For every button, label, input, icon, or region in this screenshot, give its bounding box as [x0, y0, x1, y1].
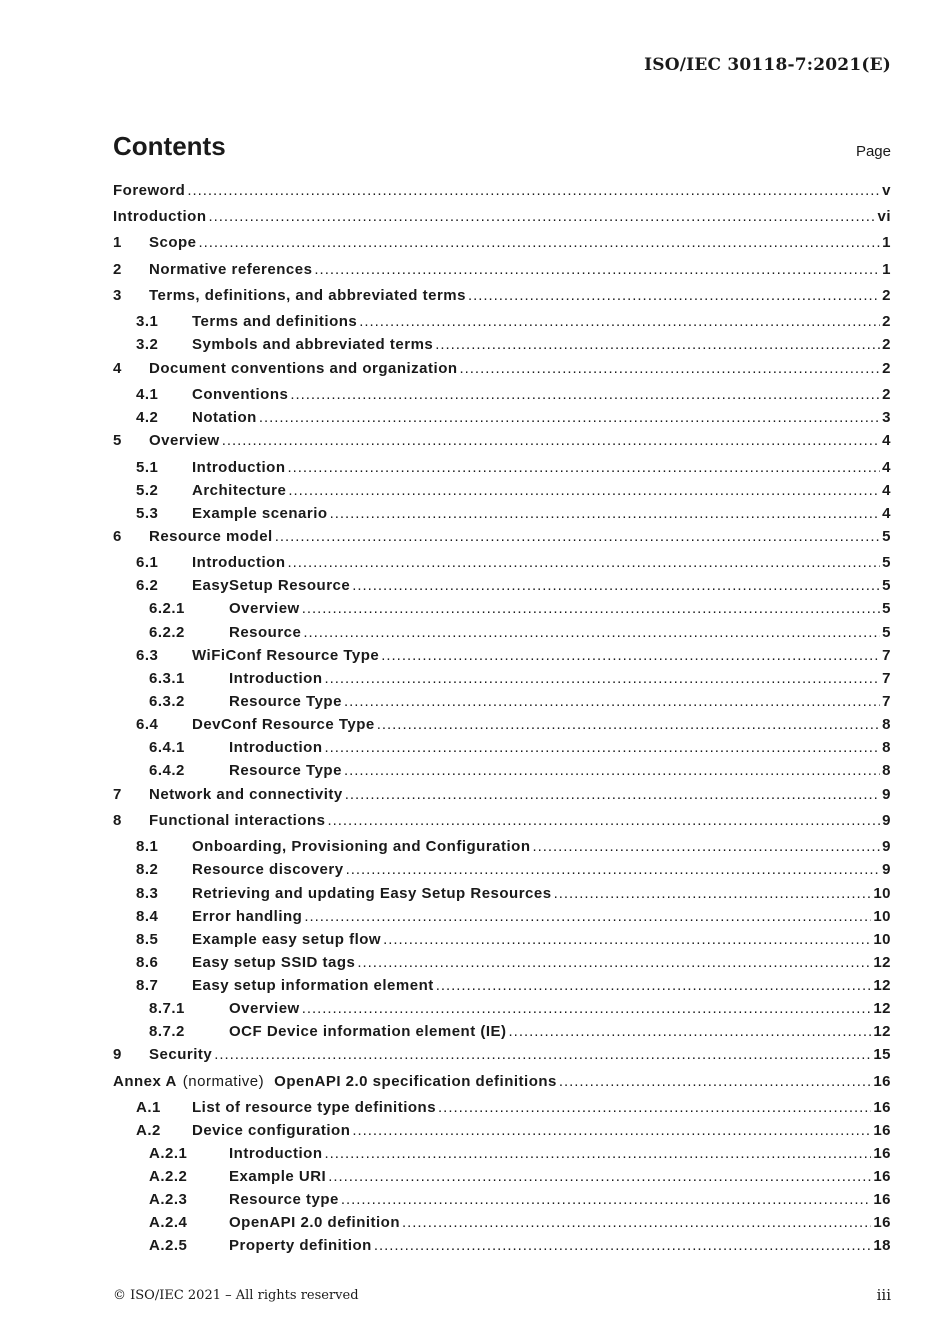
toc-entry-page: 9 — [882, 838, 891, 855]
toc-entry-page: 16 — [873, 1214, 891, 1231]
footer-copyright: © ISO/IEC 2021 – All rights reserved — [113, 1288, 359, 1303]
toc-dot-leader — [559, 1073, 871, 1091]
toc-entry-page: 4 — [882, 505, 891, 522]
toc-entry[interactable] — [136, 554, 891, 572]
toc-entry-page: 12 — [873, 977, 891, 994]
toc-entry-page: 5 — [882, 600, 891, 617]
toc-dot-leader — [341, 1191, 871, 1209]
toc-entry[interactable] — [136, 954, 891, 972]
toc-entry-number: A.2.1 — [149, 1145, 188, 1162]
toc-entry-page: 9 — [882, 812, 891, 829]
toc-entry[interactable] — [113, 182, 891, 200]
toc-annex-type: (normative) — [182, 1073, 265, 1090]
toc-entry-number: 6 — [113, 528, 122, 545]
toc-entry-title: Example URI — [229, 1168, 327, 1185]
toc-entry[interactable] — [149, 1000, 891, 1018]
toc-entry-title: EasySetup Resource — [192, 577, 351, 594]
toc-entry-number: A.1 — [136, 1099, 161, 1116]
toc-dot-leader — [357, 954, 871, 972]
toc-entry-page: 4 — [882, 482, 891, 499]
toc-entry-number: A.2.4 — [149, 1214, 188, 1231]
toc-entry[interactable] — [113, 261, 891, 279]
toc-entry[interactable] — [136, 386, 891, 404]
toc-dot-leader — [208, 208, 875, 226]
toc-entry-number: 3 — [113, 287, 122, 304]
toc-entry[interactable] — [113, 786, 891, 804]
toc-entry-page: 5 — [882, 577, 891, 594]
toc-entry[interactable] — [113, 1073, 891, 1091]
toc-dot-leader — [345, 786, 880, 804]
document-id: ISO/IEC 30118-7:2021(E) — [644, 55, 891, 75]
toc-dot-leader — [302, 600, 880, 618]
toc-entry[interactable] — [136, 647, 891, 665]
toc-entry[interactable] — [136, 838, 891, 856]
toc-entry[interactable] — [149, 739, 891, 757]
toc-entry-number: 6.4 — [136, 716, 159, 733]
toc-entry-title: List of resource type definitions — [192, 1099, 437, 1116]
page-column-label: Page — [855, 143, 891, 160]
toc-entry[interactable] — [136, 885, 891, 903]
toc-entry-title: Resource Type — [229, 762, 342, 779]
toc-entry-page: 1 — [882, 261, 891, 278]
toc-entry-title: Example easy setup flow — [192, 931, 382, 948]
toc-entry-page: 2 — [882, 360, 891, 377]
toc-entry-title: WiFiConf Resource Type — [192, 647, 380, 664]
toc-dot-leader — [302, 1000, 872, 1018]
toc-dot-leader — [222, 432, 880, 450]
toc-entry-title: Introduction — [229, 739, 323, 756]
toc-entry-page: 10 — [873, 908, 891, 925]
toc-entry-page: 8 — [882, 716, 891, 733]
toc-entry-number: 5.1 — [136, 459, 159, 476]
toc-dot-leader — [532, 838, 880, 856]
toc-entry[interactable] — [136, 861, 891, 879]
toc-dot-leader — [330, 505, 881, 523]
toc-entry[interactable] — [149, 1214, 891, 1232]
toc-dot-leader — [352, 577, 880, 595]
toc-entry[interactable] — [149, 1145, 891, 1163]
toc-entry-page: 9 — [882, 786, 891, 803]
toc-entry-title: Functional interactions — [149, 812, 326, 829]
toc-entry-page: 5 — [882, 554, 891, 571]
toc-entry-number: 5 — [113, 432, 122, 449]
toc-entry[interactable] — [136, 336, 891, 354]
toc-entry[interactable] — [113, 812, 891, 830]
toc-entry-page: vi — [877, 208, 891, 225]
toc-entry-number: A.2.3 — [149, 1191, 188, 1208]
toc-dot-leader — [436, 977, 872, 995]
toc-dot-leader — [377, 716, 880, 734]
toc-entry-number: 8.5 — [136, 931, 159, 948]
toc-entry-title: OpenAPI 2.0 definition — [229, 1214, 401, 1231]
toc-entry-page: 16 — [873, 1191, 891, 1208]
toc-entry-title: Resource type — [229, 1191, 339, 1208]
toc-entry-page: 3 — [882, 409, 891, 426]
footer-page-number: iii — [876, 1286, 891, 1304]
toc-dot-leader — [460, 360, 881, 378]
toc-entry-title: Foreword — [113, 182, 186, 199]
toc-entry-title: Architecture — [192, 482, 287, 499]
toc-entry-number: 6.2.1 — [149, 600, 185, 617]
toc-entry-page: 4 — [882, 432, 891, 449]
toc-entry[interactable] — [149, 1023, 891, 1041]
toc-entry[interactable] — [136, 409, 891, 427]
toc-entry-title: Symbols and abbreviated terms — [192, 336, 434, 353]
toc-dot-leader — [324, 1145, 871, 1163]
toc-entry-number: 6.4.1 — [149, 739, 185, 756]
toc-entry-page: 12 — [873, 1023, 891, 1040]
toc-entry[interactable] — [149, 1237, 891, 1255]
toc-dot-leader — [346, 861, 881, 879]
toc-entry-page: 5 — [882, 624, 891, 641]
toc-entry-title: Conventions — [192, 386, 289, 403]
toc-entry-title: Retrieving and updating Easy Setup Resources — [192, 885, 552, 902]
toc-entry-page: 16 — [873, 1099, 891, 1116]
toc-entry-title: Notation — [192, 409, 257, 426]
toc-entry-title: Introduction — [229, 670, 323, 687]
toc-entry-title: Error handling — [192, 908, 303, 925]
toc-dot-leader — [468, 287, 880, 305]
toc-dot-leader — [435, 336, 880, 354]
toc-entry-page: 16 — [873, 1122, 891, 1139]
toc-entry-page: 2 — [882, 287, 891, 304]
toc-entry-number: A.2 — [136, 1122, 161, 1139]
toc-dot-leader — [402, 1214, 871, 1232]
toc-entry-title: OCF Device information element (IE) — [229, 1023, 507, 1040]
toc-entry[interactable] — [149, 762, 891, 780]
toc-entry-number: 6.4.2 — [149, 762, 185, 779]
toc-entry-number: 6.2.2 — [149, 624, 185, 641]
toc-entry[interactable] — [136, 716, 891, 734]
toc-entry-number: 8.6 — [136, 954, 159, 971]
toc-entry[interactable] — [136, 313, 891, 331]
toc-entry-number: A.2.5 — [149, 1237, 188, 1254]
toc-entry-number: 9 — [113, 1046, 122, 1063]
toc-entry[interactable] — [136, 577, 891, 595]
toc-entry-page: 4 — [882, 459, 891, 476]
toc-entry[interactable] — [113, 287, 891, 305]
toc-dot-leader — [214, 1046, 871, 1064]
toc-entry-page: 9 — [882, 861, 891, 878]
toc-dot-leader — [304, 908, 871, 926]
toc-entry-page: 10 — [873, 885, 891, 902]
toc-entry-page: 7 — [882, 670, 891, 687]
toc-entry-number: 7 — [113, 786, 122, 803]
toc-entry-page: 2 — [882, 313, 891, 330]
toc-entry-title: Introduction — [113, 208, 207, 225]
toc-entry-number: 6.3.2 — [149, 693, 185, 710]
toc-entry-title: Terms, definitions, and abbreviated terms — [149, 287, 466, 304]
toc-entry[interactable] — [113, 208, 891, 226]
toc-entry-title: Device configuration — [192, 1122, 351, 1139]
toc-entry-page: 2 — [882, 386, 891, 403]
toc-entry-number: 6.1 — [136, 554, 159, 571]
toc-entry[interactable] — [136, 931, 891, 949]
toc-entry-page: 18 — [873, 1237, 891, 1254]
toc-dot-leader — [328, 812, 881, 830]
toc-dot-leader — [438, 1099, 871, 1117]
toc-dot-leader — [187, 182, 880, 200]
toc-dot-leader — [324, 739, 880, 757]
toc-entry-number: 8 — [113, 812, 122, 829]
toc-dot-leader — [324, 670, 880, 688]
toc-entry-page: 16 — [873, 1073, 891, 1090]
toc-entry[interactable] — [136, 482, 891, 500]
toc-entry-page: 10 — [873, 931, 891, 948]
toc-entry[interactable] — [136, 505, 891, 523]
toc-entry-title: Introduction — [192, 459, 286, 476]
toc-entry-number: A.2.2 — [149, 1168, 188, 1185]
toc-entry[interactable] — [149, 693, 891, 711]
toc-entry-page: 16 — [873, 1145, 891, 1162]
toc-entry-page: 16 — [873, 1168, 891, 1185]
toc-dot-leader — [509, 1023, 872, 1041]
toc-entry-page: 5 — [882, 528, 891, 545]
toc-entry-number: Annex A — [113, 1073, 177, 1090]
toc-entry-number: 3.1 — [136, 313, 159, 330]
toc-dot-leader — [328, 1168, 871, 1186]
toc-entry[interactable] — [113, 432, 891, 450]
toc-entry-page: 7 — [882, 693, 891, 710]
toc-entry[interactable] — [136, 459, 891, 477]
toc-entry-number: 8.7 — [136, 977, 159, 994]
toc-entry-title: DevConf Resource Type — [192, 716, 375, 733]
toc-entry-title: Scope — [149, 234, 197, 251]
toc-entry-title: Resource Type — [229, 693, 342, 710]
toc-dot-leader — [352, 1122, 871, 1140]
toc-dot-leader — [303, 624, 880, 642]
toc-entry-page: 8 — [882, 762, 891, 779]
toc-entry-number: 4.2 — [136, 409, 159, 426]
toc-entry-title: Network and connectivity — [149, 786, 343, 803]
toc-entry-title: Example scenario — [192, 505, 328, 522]
toc-entry-title: Introduction — [192, 554, 286, 571]
toc-entry-page: 2 — [882, 336, 891, 353]
toc-entry-number: 8.7.1 — [149, 1000, 185, 1017]
toc-dot-leader — [554, 885, 872, 903]
toc-entry-title: Easy setup SSID tags — [192, 954, 356, 971]
toc-entry-page: 7 — [882, 647, 891, 664]
toc-entry-number: 8.4 — [136, 908, 159, 925]
toc-entry[interactable] — [113, 528, 891, 546]
toc-entry-number: 8.2 — [136, 861, 159, 878]
toc-entry-number: 4 — [113, 360, 122, 377]
toc-dot-leader — [287, 554, 880, 572]
toc-entry-number: 8.7.2 — [149, 1023, 185, 1040]
toc-entry-title: OpenAPI 2.0 specification definitions — [274, 1073, 557, 1090]
toc-dot-leader — [383, 931, 871, 949]
toc-entry-number: 6.3.1 — [149, 670, 185, 687]
toc-entry-page: v — [882, 182, 891, 199]
toc-entry-title: Easy setup information element — [192, 977, 434, 994]
toc-entry-number: 5.2 — [136, 482, 159, 499]
toc-entry-number: 2 — [113, 261, 122, 278]
toc-entry[interactable] — [113, 1046, 891, 1064]
toc-entry[interactable] — [149, 670, 891, 688]
toc-dot-leader — [344, 762, 880, 780]
toc-dot-leader — [344, 693, 880, 711]
toc-entry-number: 8.1 — [136, 838, 159, 855]
toc-entry-number: 4.1 — [136, 386, 159, 403]
toc-entry[interactable] — [149, 1191, 891, 1209]
toc-dot-leader — [314, 261, 880, 279]
toc-entry[interactable] — [136, 908, 891, 926]
toc-entry-title: Onboarding, Provisioning and Configuration — [192, 838, 531, 855]
toc-entry-title: Resource discovery — [192, 861, 344, 878]
toc-dot-leader — [199, 234, 881, 252]
toc-dot-leader — [374, 1237, 871, 1255]
toc-entry-title: Normative references — [149, 261, 313, 278]
toc-dot-leader — [288, 482, 880, 500]
toc-entry-number: 5.3 — [136, 505, 159, 522]
toc-entry-page: 1 — [882, 234, 891, 251]
toc-entry[interactable] — [149, 600, 891, 618]
toc-entry-number: 6.2 — [136, 577, 159, 594]
toc-entry[interactable] — [136, 1122, 891, 1140]
toc-entry-title: Overview — [229, 1000, 300, 1017]
toc-dot-leader — [381, 647, 880, 665]
toc-entry-title: Security — [149, 1046, 213, 1063]
toc-dot-leader — [259, 409, 880, 427]
toc-entry[interactable] — [149, 624, 891, 642]
toc-entry-title: Resource model — [149, 528, 273, 545]
toc-entry-page: 12 — [873, 1000, 891, 1017]
toc-entry-number: 6.3 — [136, 647, 159, 664]
toc-entry-number: 8.3 — [136, 885, 159, 902]
toc-entry[interactable] — [136, 1099, 891, 1117]
toc-entry-title: Resource — [229, 624, 302, 641]
toc-dot-leader — [275, 528, 880, 546]
toc-entry-title: Introduction — [229, 1145, 323, 1162]
toc-entry-title: Property definition — [229, 1237, 372, 1254]
toc-entry-title: Terms and definitions — [192, 313, 358, 330]
toc-dot-leader — [290, 386, 880, 404]
toc-entry-number: 1 — [113, 234, 122, 251]
toc-entry[interactable] — [113, 360, 891, 378]
toc-entry[interactable] — [113, 234, 891, 252]
toc-entry-page: 12 — [873, 954, 891, 971]
toc-entry-number: 3.2 — [136, 336, 159, 353]
toc-entry[interactable] — [149, 1168, 891, 1186]
toc-dot-leader — [287, 459, 880, 477]
toc-entry-title: Overview — [149, 432, 220, 449]
toc-entry-title: Overview — [229, 600, 300, 617]
toc-entry-page: 15 — [873, 1046, 891, 1063]
toc-entry[interactable] — [136, 977, 891, 995]
contents-title: Contents — [113, 131, 226, 161]
toc-dot-leader — [359, 313, 880, 331]
toc-entry-page: 8 — [882, 739, 891, 756]
toc-entry-title: Document conventions and organization — [149, 360, 458, 377]
